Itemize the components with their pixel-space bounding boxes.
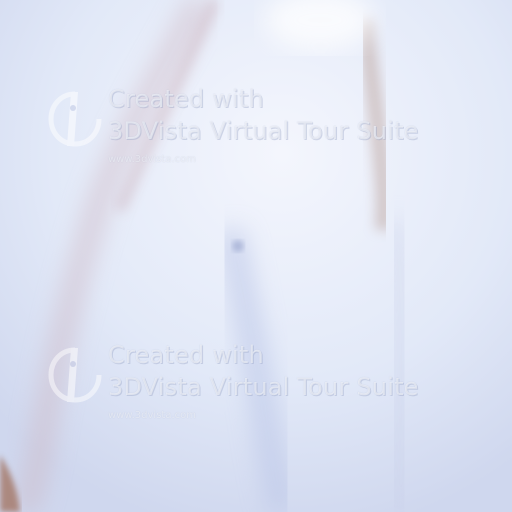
watermark-url: www.3dvista.com xyxy=(108,154,196,165)
watermark-line2: 3DVista Virtual Tour Suite xyxy=(108,373,419,401)
watermark-line2: 3DVista Virtual Tour Suite xyxy=(108,117,419,145)
watermark-line1: Created with xyxy=(108,341,264,369)
watermark-url: www.3dvista.com xyxy=(108,410,196,421)
fabric-spot xyxy=(232,240,244,252)
watermark-line1: Created with xyxy=(108,85,264,113)
fabric-fold-right xyxy=(395,220,403,512)
